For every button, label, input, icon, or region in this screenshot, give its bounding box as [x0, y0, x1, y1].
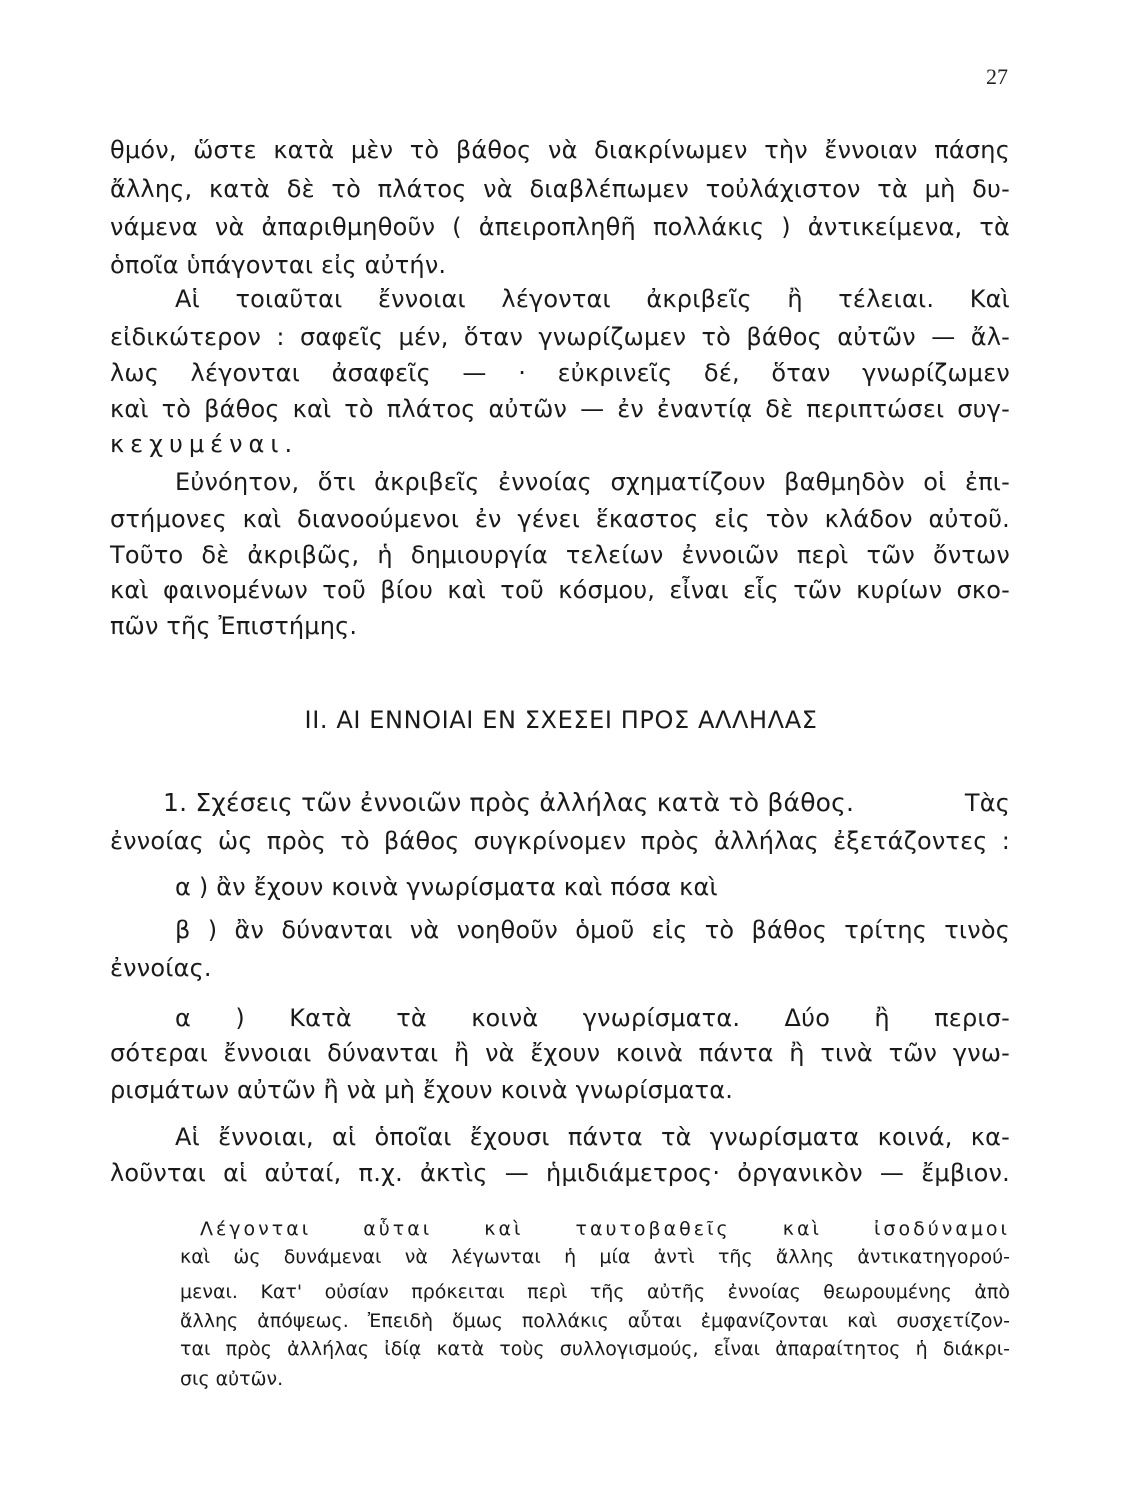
paragraph-line: Τοῦτο δὲ ἀκριβῶς, ἡ δημιουργία τελείων ἐννοιῶν περὶ τῶν ὄντων	[110, 541, 1010, 569]
note-line: ἄλλης ἀπόψεως. Ἐπειδὴ ὅμως πολλάκις αὗται ἐμφανίζονται καὶ συσχετίζον-	[180, 1310, 1010, 1332]
paragraph-line: εἰδικώτερον : σαφεῖς μέν, ὅταν γνωρίζωμεν τὸ βάθος αὐτῶν — ἄλ-	[110, 323, 1010, 351]
note-line: Λέγονται αὗται καὶ ταυτοβαθεῖς καὶ ἰσοδύναμοι	[200, 1218, 1010, 1240]
paragraph-line: ρισμάτων αὐτῶν ἢ νὰ μὴ ἔχουν κοινὰ γνωρίσματα.	[110, 1076, 734, 1104]
paragraph-line: κεχυμέναι.	[110, 430, 299, 458]
paragraph-line: ἐννοίας ὡς πρὸς τὸ βάθος συγκρίνομεν πρὸς ἀλλήλας ἐξετάζοντες :	[110, 827, 1010, 855]
paragraph-line: λως λέγονται ἀσαφεῖς — · εὐκρινεῖς δέ, ὅταν γνωρίζωμεν	[110, 359, 1010, 387]
paragraph-line: Αἱ ἔννοιαι, αἱ ὁποῖαι ἔχουσι πάντα τὰ γνωρίσματα κοινά, κα-	[175, 1123, 1010, 1151]
paragraph-line: καὶ φαινομένων τοῦ βίου καὶ τοῦ κόσμου, εἶναι εἷς τῶν κυρίων σκο-	[110, 576, 1010, 604]
paragraph-line: ὁποῖα ὑπάγονται εἰς αὐτήν.	[110, 251, 447, 279]
paragraph-line: πῶν τῆς Ἐπιστήμης.	[110, 612, 358, 640]
paragraph-line: Αἱ τοιαῦται ἔννοιαι λέγονται ἀκριβεῖς ἢ τέλειαι. Καὶ	[175, 285, 1010, 313]
note-line: ται πρὸς ἀλλήλας ἰδίᾳ κατὰ τοὺς συλλογισμούς, εἶναι ἀπαραίτητος ἡ διάκρι-	[180, 1338, 1010, 1360]
note-line: μεναι. Κατ' οὐσίαν πρόκειται περὶ τῆς αὐτῆς ἐννοίας θεωρουμένης ἀπὸ	[180, 1281, 1010, 1303]
subsection-title-line	[163, 788, 1010, 818]
page-number: 27	[986, 64, 1008, 89]
note-line: καὶ ὡς δυνάμεναι νὰ λέγωνται ἡ μία ἀντὶ τῆς ἄλλης ἀντικατηγορού-	[180, 1246, 1010, 1268]
paragraph-line: σότεραι ἔννοιαι δύνανται ἢ νὰ ἔχουν κοινὰ πάντα ἢ τινὰ τῶν γνω-	[110, 1039, 1010, 1067]
paragraph-line: ἄλλης, κατὰ δὲ τὸ πλάτος νὰ διαβλέπωμεν τοὐλάχιστον τὰ μὴ δυ-	[110, 175, 1010, 203]
paragraph-line: Εὐνόητον, ὅτι ἀκριβεῖς ἐννοίας σχηματίζουν βαθμηδὸν οἱ ἐπι-	[175, 468, 1010, 496]
subsection-title-tail: Τὰς	[964, 789, 1010, 817]
list-item: α ) ἂν ἔχουν κοινὰ γνωρίσματα καὶ πόσα καὶ	[175, 873, 718, 901]
paragraph-line: νάμενα νὰ ἀπαριθμηθοῦν ( ἀπειροπληθῆ πολλάκις ) ἀντικείμενα, τὰ	[110, 213, 1010, 241]
paragraph-line: α ) Κατὰ τὰ κοινὰ γνωρίσματα. Δύο ἢ περισ-	[175, 1004, 1010, 1032]
note-line: σις αὐτῶν.	[180, 1368, 284, 1390]
paragraph-line: καὶ τὸ βάθος καὶ τὸ πλάτος αὐτῶν — ἐν ἐναντίᾳ δὲ περιπτώσει συγ-	[110, 395, 1010, 423]
paragraph-line: θμόν, ὥστε κατὰ μὲν τὸ βάθος νὰ διακρίνωμεν τὴν ἔννοιαν πάσης	[110, 136, 1010, 164]
paragraph-line: ἐννοίας.	[110, 954, 212, 982]
subsection-title: 1. Σχέσεις τῶν ἐννοιῶν πρὸς ἀλλήλας κατὰ τὸ βάθος.	[163, 788, 855, 817]
paragraph-line: λοῦνται αἱ αὐταί, π.χ. ἀκτὶς — ἡμιδιάμετρος· ὀργανικὸν — ἔμβιον.	[110, 1159, 1010, 1187]
section-heading: II. ΑΙ ΕΝΝΟΙΑΙ ΕΝ ΣΧΕΣΕΙ ΠΡΟΣ ΑΛΛΗΛΑΣ	[304, 706, 818, 734]
paragraph-line: στήμονες καὶ διανοούμενοι ἐν γένει ἕκαστος εἰς τὸν κλάδον αὐτοῦ.	[110, 505, 1010, 533]
list-item: β ) ἂν δύνανται νὰ νοηθοῦν ὁμοῦ εἰς τὸ βάθος τρίτης τινὸς	[175, 916, 1010, 944]
